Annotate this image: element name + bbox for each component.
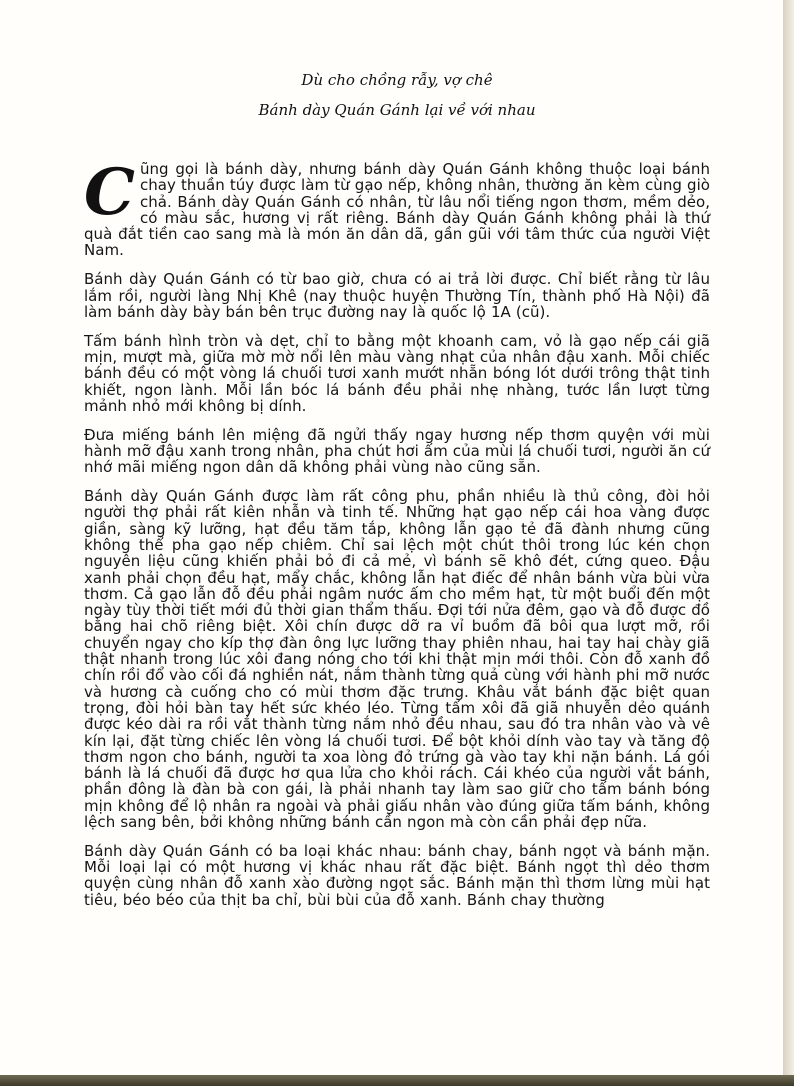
paragraph-3: Tấm bánh hình tròn và dẹt, chỉ to bằng một khoanh cam, vỏ là gạo nếp cái giã mịn, mượt mà, giữa mờ mờ nổi lên màu vàng nhạt của nhân đậu xanh. Mỗi chiếc bánh đều có một vòng lá chuối tươi xanh mướt nhẵn bóng lót dưới trông thật tinh khiết, ngon lành. Mỗi lần bóc lá bánh đều phải nhẹ nhàng, tước lần lượt từng mảnh nhỏ mới không bị dính. — [84, 331, 710, 415]
drop-cap: C — [84, 155, 135, 230]
article-body — [84, 155, 710, 920]
paragraph-2: Bánh dày Quán Gánh có từ bao giờ, chưa có ai trả lời được. Chỉ biết rằng từ lâu lắm rồi, người làng Nhị Khê (nay thuộc huyện Thường Tín, thành phố Hà Nội) đã làm bánh dày bày bán bên trục đường nay là quốc lộ 1A (cũ). — [84, 270, 710, 321]
paragraph-6: Bánh dày Quán Gánh có ba loại khác nhau: bánh chay, bánh ngọt và bánh mặn. Mỗi loại lại có một hương vị khác nhau rất đặc biệt. Bánh ngọt thì dẻo thơm quyện cùng nhân đỗ xanh xào đường ngọt sắc. Bánh mặn thì thơm lừng mùi hạt tiêu, béo béo của thịt ba chỉ, bùi bùi của đỗ xanh. Bánh chay thường — [84, 841, 710, 909]
epigraph-line-1: Dù cho chồng rẫy, vợ chê — [301, 71, 493, 89]
paragraph-4: Đưa miếng bánh lên miệng đã ngửi thấy ngay hương nếp thơm quyện với mùi hành mỡ đậu xanh trong nhân, pha chút hơi ấm của mùi lá chuối tươi, người ăn cứ nhớ mãi miếng ngon dân dã không phải vùng nào cũng sẵn. — [84, 425, 710, 477]
page-edge-bottom — [0, 1075, 794, 1086]
page-edge-right — [783, 0, 794, 1086]
epigraph-line-2: Bánh dày Quán Gánh lại về với nhau — [258, 101, 536, 119]
paragraph-5: Bánh dày Quán Gánh được làm rất công phu, phần nhiều là thủ công, đòi hỏi người thợ phải rất kiên nhẫn và tinh tế. Những hạt gạo nếp cái hoa vàng được giần, sàng kỹ lưỡng, hạt đều tăm tắp, không lẫn gạo tẻ đã đành nhưng cũng không thể pha gạo nếp chiêm. Chỉ sai lệch một chút thôi trong lúc kén chọn nguyên liệu cũng khiến phải bỏ đi cả mẻ, vì bánh sẽ khô đét, cứng queo. Đậu xanh phải chọn đều hạt, mẩy chắc, không lẫn hạt điếc để nhân bánh vừa bùi vừa thơm. Cả gạo lẫn đỗ đều phải ngâm nước ấm cho mềm hạt, từ một buổi đến một ngày tùy thời tiết mới đủ thời gian thẩm thấu. Đợi tới nửa đêm, gạo và đỗ được đồ bằng hai chõ riêng biệt. Xôi chín được dỡ ra vỉ buồm đã bôi qua lượt mỡ, rồi chuyển ngay cho kíp thợ đàn ông lực lưỡng thay phiên nhau, hai tay hai chày giã thật nhanh trong lúc xôi đang nóng cho tới khi thật mịn mới thôi. Còn đỗ xanh đồ chín rồi đổ vào cối đá nghiền nát, nắm thành từng quả cùng với hành phi mỡ nước và hương cà cuống cho có mùi thơm đặc trưng. Khâu vắt bánh đặc biệt quan trọng, đòi hỏi bàn tay hết sức khéo léo. Từng tấm xôi đã giã nhuyễn dẻo quánh được kéo dài ra rồi vắt thành từng nắm nhỏ đều nhau, sau đó tra nhân vào và vê kín lại, đặt từng chiếc lên vòng lá chuối tươi. Để bột khỏi dính vào tay và tăng độ thơm ngon cho bánh, người ta xoa lòng đỏ trứng gà vào tay khi nặn bánh. Lá gói bánh là lá chuối đã được hơ qua lửa cho khỏi rách. Cái khéo của người vắt bánh, phần đông là đàn bà con gái, là phải nhanh tay làm sao giữ cho tấm bánh bóng mịn không để lộ nhân ra ngoài và phải giấu nhân vào đúng giữa tấm bánh, không lệch sang bên, bởi không những bánh cần ngon mà còn cần phải đẹp nữa. — [84, 487, 710, 831]
paragraph-1 — [84, 155, 710, 260]
paragraph-1-text: ũng gọi là bánh dày, nhưng bánh dày Quán Gánh không thuộc loại bánh chay thuần túy được làm từ gạo nếp, không nhân, thường ăn kèm cùng giò chả. Bánh dày Quán Gánh có nhân, từ lâu nổi tiếng ngon thơm, mềm dẻo, có màu sắc, hương vị rất riêng. Bánh dày Quán Gánh không phải là thứ quà đắt tiền cao sang mà là món ăn dân dã, gần gũi với tâm thức của người Việt Nam. — [84, 160, 710, 260]
